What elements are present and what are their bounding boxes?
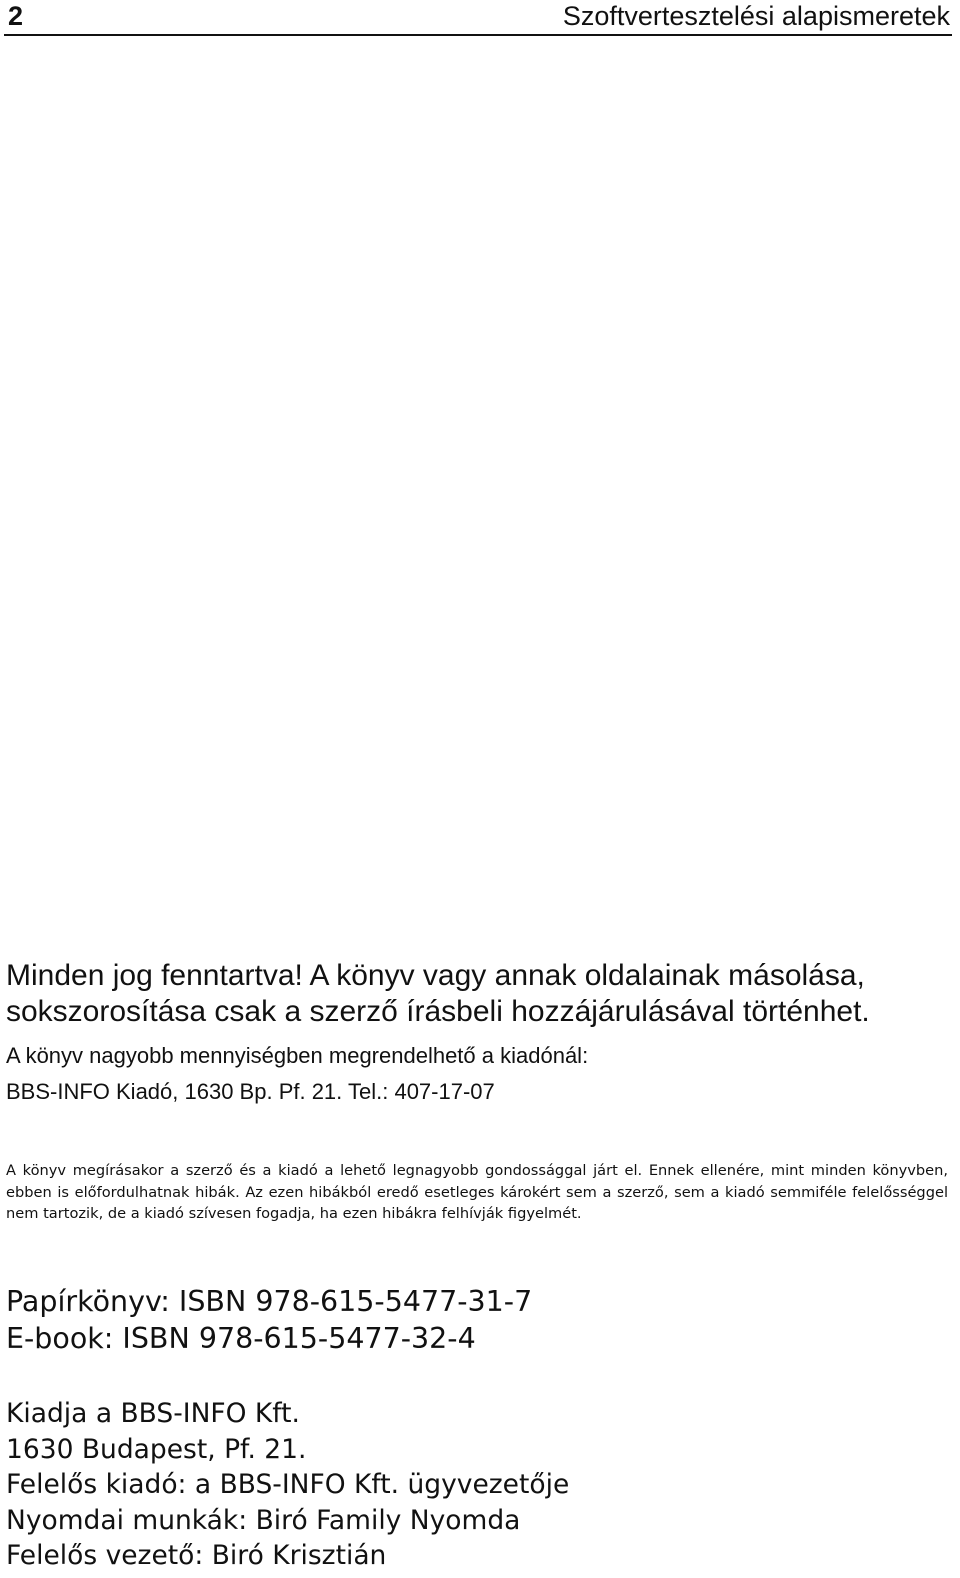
isbn-block <box>6 1284 950 1357</box>
order-line: A könyv nagyobb mennyiségben megrendelhető a kiadónál: <box>6 1043 589 1068</box>
disclaimer-paragraph: A könyv megírásakor a szerző és a kiadó a lehető legnagyobb gondossággal járt el. Ennek ellenére, mint minden könyvben, ebben is előfordulhatnak hibák. Az ezen hibákból eredő esetleges károkért sem a szerző, sem a kiadó semmiféle felelősséggel nem tartozik, de a kiadó szívesen fogadja, ha ezen hibákra felhívják figyelmét. <box>6 1162 948 1222</box>
imprint-responsible-publisher: Felelős kiadó: a BBS-INFO Kft. ügyvezetője <box>6 1469 570 1500</box>
rights-notice <box>6 958 950 1030</box>
imprint-publisher: Kiadja a BBS-INFO Kft. <box>6 1398 300 1429</box>
order-line: BBS-INFO Kiadó, 1630 Bp. Pf. 21. Tel.: 407-17-07 <box>6 1079 495 1104</box>
imprint-block <box>6 1396 950 1574</box>
imprint-printing: Nyomdai munkák: Biró Family Nyomda <box>6 1504 521 1536</box>
running-title: Szoftvertesztelési alapismeretek <box>562 1 950 31</box>
rights-line: sokszorosítása csak a szerző írásbeli hozzájárulásával történhet. <box>6 995 870 1028</box>
page-header <box>4 0 952 36</box>
imprint-manager: Felelős vezető: Biró Krisztián <box>6 1540 387 1571</box>
imprint-address: 1630 Budapest, Pf. 21. <box>6 1433 307 1465</box>
rights-line: Minden jog fenntartva! A könyv vagy annak oldalainak másolása, <box>6 959 865 992</box>
page-number: 2 <box>8 1 24 31</box>
order-info <box>6 1038 950 1110</box>
isbn-ebook: E-book: ISBN 978-615-5477-32-4 <box>6 1321 476 1355</box>
isbn-paper: Papírkönyv: ISBN 978-615-5477-31-7 <box>6 1285 533 1318</box>
